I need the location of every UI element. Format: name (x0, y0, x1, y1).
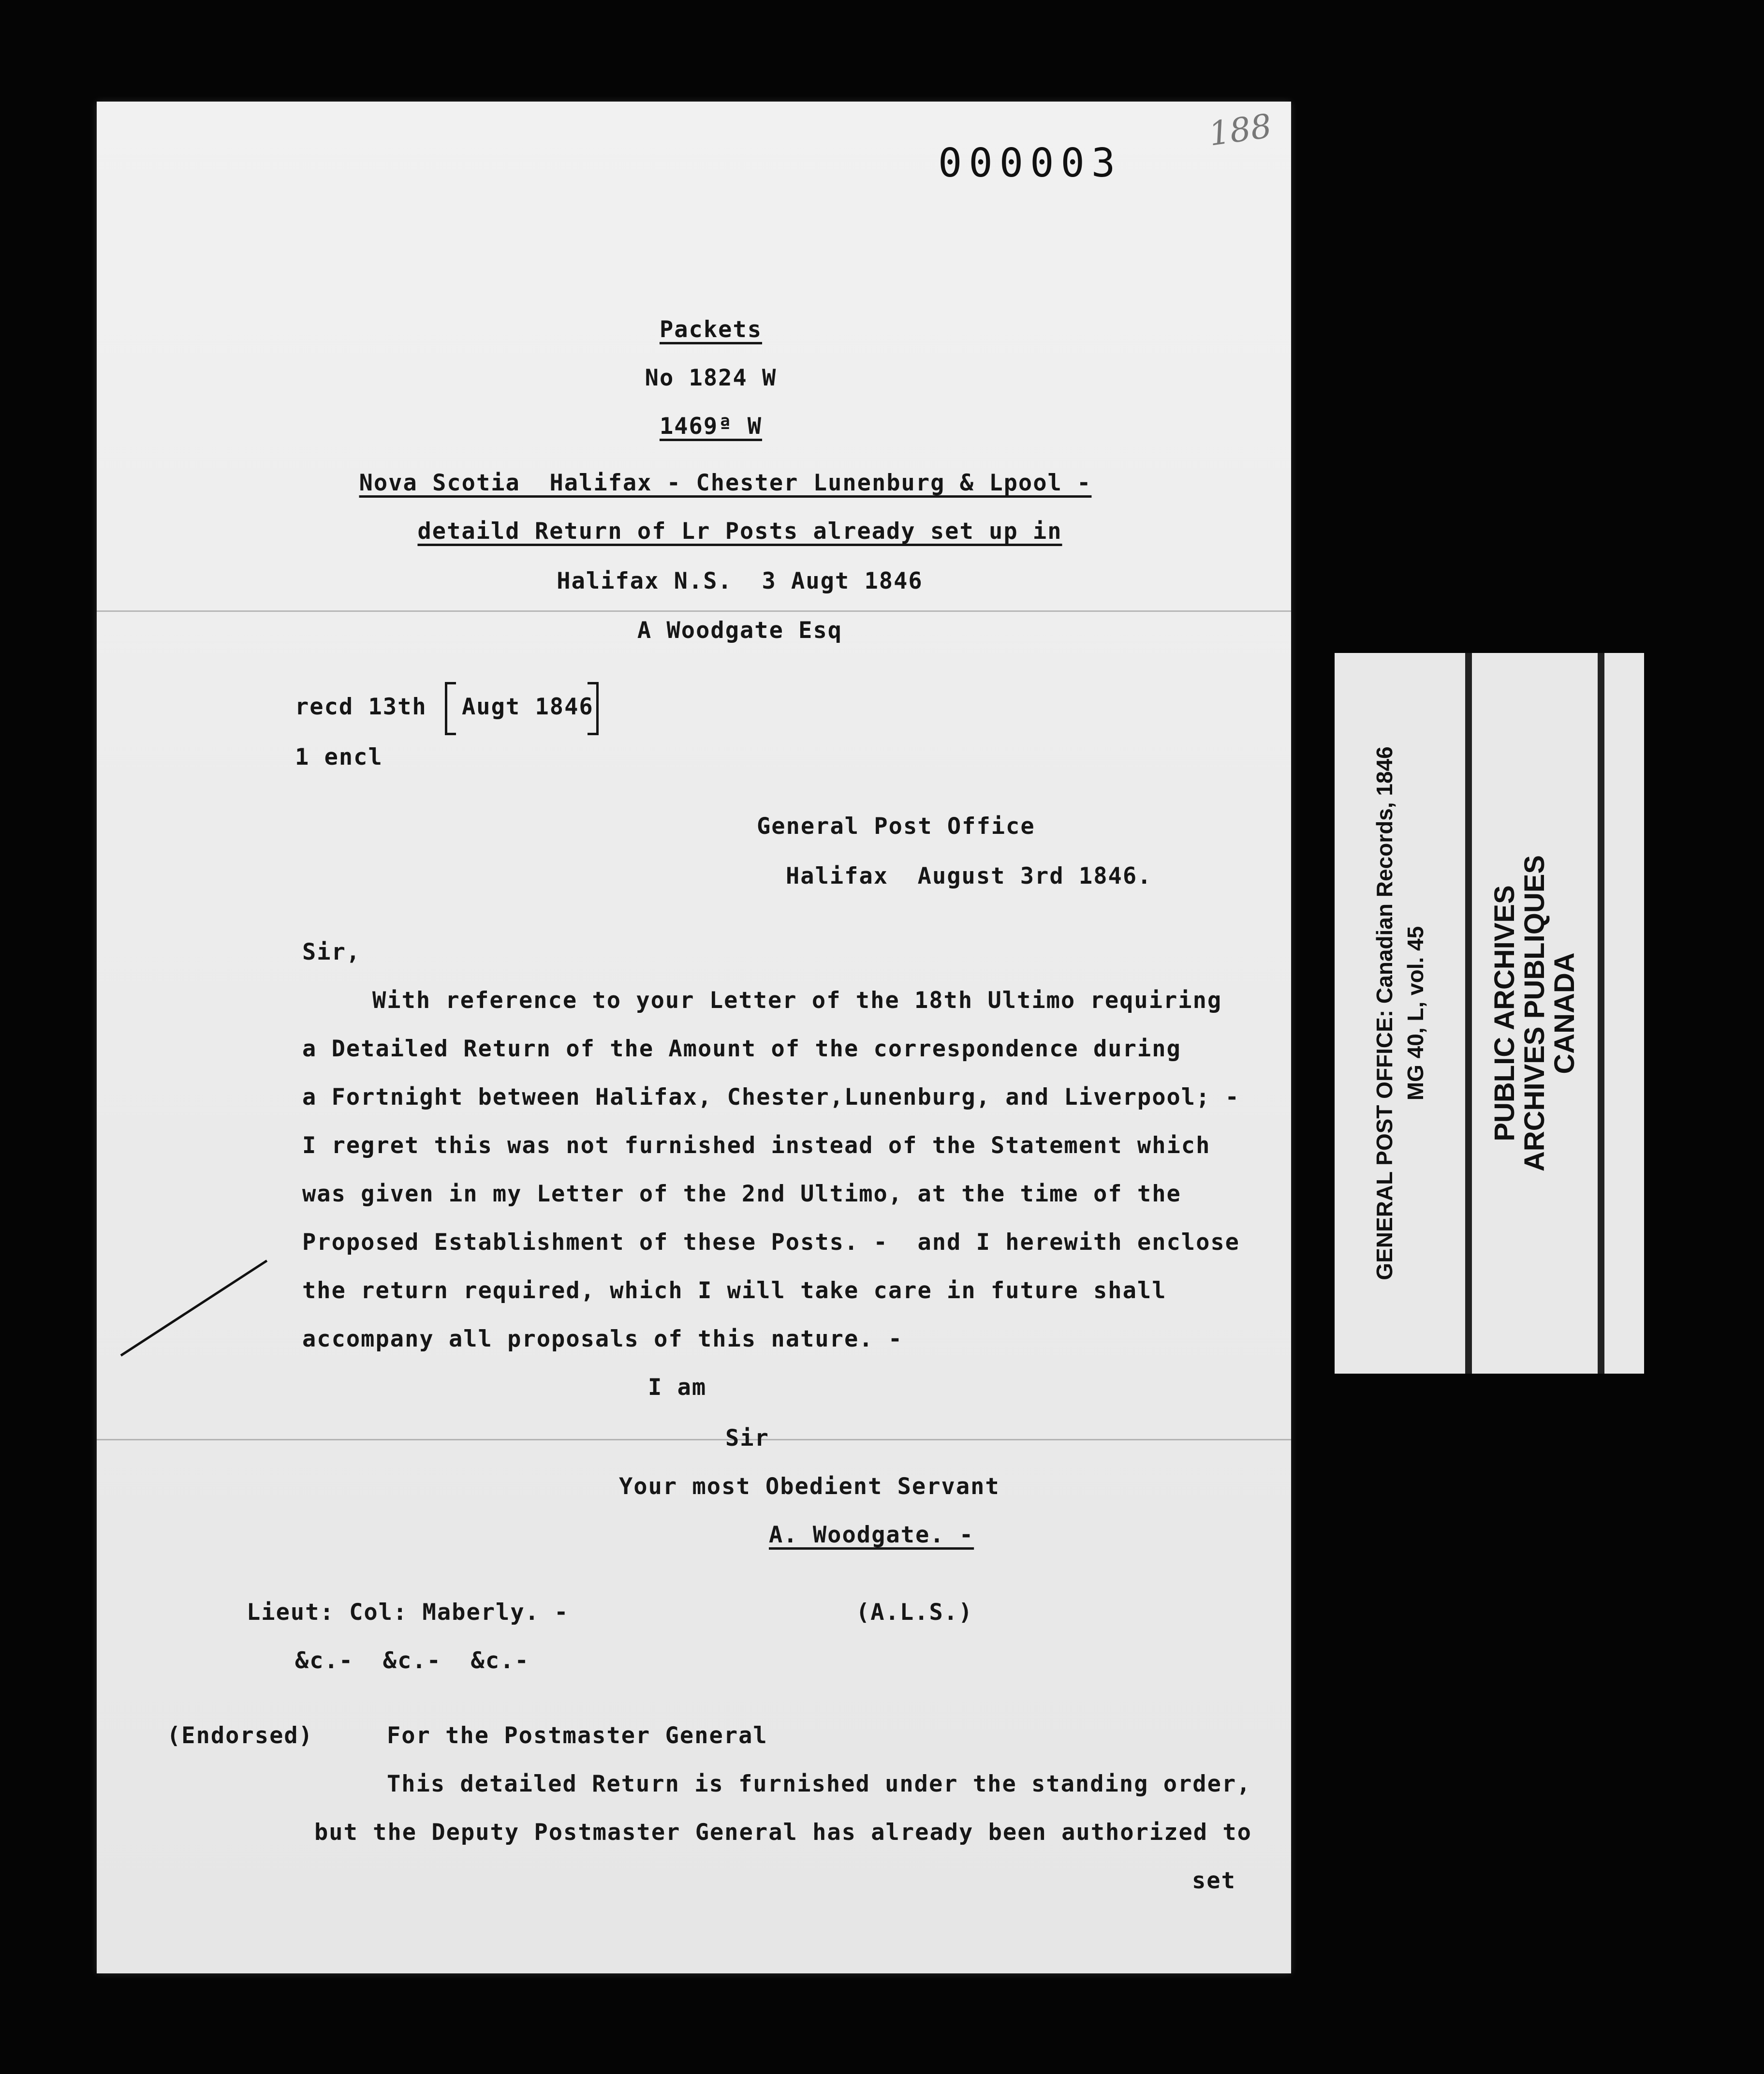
addressee-etc: &c.- &c.- &c.- (295, 1647, 529, 1674)
heading-number-1: No 1824 W (645, 365, 777, 391)
body-line: was given in my Letter of the 2nd Ultimo, at the time of the (302, 1181, 1181, 1207)
closing-i-am: I am (648, 1374, 707, 1401)
label-divider (1465, 653, 1472, 1374)
heading-from: A Woodgate Esq (637, 617, 843, 644)
archives-text (1490, 855, 1580, 1171)
address-line-1: General Post Office (757, 813, 1035, 840)
endorsement-line-2: This detailed Return is furnished under the standing order, (387, 1771, 1251, 1797)
series-text (1369, 746, 1431, 1280)
bracket-right (588, 682, 599, 735)
addressee-name: Lieut: Col: Maberly. - (247, 1599, 569, 1626)
series-column (1335, 653, 1465, 1374)
fold-line (97, 610, 1291, 612)
series-line-2: MG 40, L, vol. 45 (1403, 926, 1428, 1101)
enclosure-count: 1 encl (295, 744, 383, 770)
body-line: Proposed Establishment of these Posts. - and I herewith enclose (302, 1229, 1240, 1256)
series-line-1: GENERAL POST OFFICE: Canadian Records, 1846 (1372, 746, 1397, 1280)
received-prefix: recd 13th (295, 694, 427, 720)
heading-number-2: 1469ª W (659, 413, 763, 440)
body-line: With reference to your Letter of the 18th Ultimo requiring (372, 987, 1222, 1014)
endorsed-label: (Endorsed) (167, 1722, 313, 1749)
archives-line-1: PUBLIC ARCHIVES (1489, 885, 1520, 1141)
endorsement-line-3: but the Deputy Postmaster General has already been authorized to (314, 1819, 1252, 1846)
heading-title: Packets (659, 316, 763, 343)
body-line: the return required, which I will take care in future shall (302, 1277, 1167, 1304)
body-line: a Detailed Return of the Amount of the correspondence during (302, 1036, 1181, 1062)
heading-subject-1: Nova Scotia Halifax - Chester Lunenburg & Lpool - (359, 470, 1092, 496)
als-note: (A.L.S.) (856, 1599, 973, 1626)
endorsement-line-1: For the Postmaster General (387, 1722, 768, 1749)
document-page (97, 102, 1291, 1973)
folio-number: 188 (1206, 107, 1274, 154)
body-line: accompany all proposals of this nature. - (302, 1326, 903, 1352)
label-divider (1598, 653, 1604, 1374)
archives-line-2: ARCHIVES PUBLIQUES (1519, 855, 1550, 1172)
archives-line-3: CANADA (1549, 952, 1580, 1074)
bracket-left (445, 682, 456, 735)
heading-place-date: Halifax N.S. 3 Augt 1846 (557, 568, 923, 594)
archives-column (1472, 653, 1598, 1374)
heading-subject-2: detaild Return of Lr Posts already set up in (417, 518, 1062, 545)
fold-line (97, 1439, 1291, 1440)
closing-servant: Your most Obedient Servant (619, 1473, 1000, 1500)
page-stamp-number: 000003 (938, 140, 1122, 186)
body-line: a Fortnight between Halifax, Chester,Lunenburg, and Liverpool; - (302, 1084, 1240, 1111)
body-line: I regret this was not furnished instead of the Statement which (302, 1132, 1211, 1159)
salutation: Sir, (302, 939, 361, 965)
closing-sir: Sir (725, 1425, 769, 1452)
address-line-2: Halifax August 3rd 1846. (786, 863, 1152, 889)
signature: A. Woodgate. - (769, 1522, 974, 1548)
received-date: Augt 1846 (462, 694, 594, 720)
endorsement-line-4: set (1192, 1867, 1236, 1894)
archive-label (1335, 653, 1644, 1374)
